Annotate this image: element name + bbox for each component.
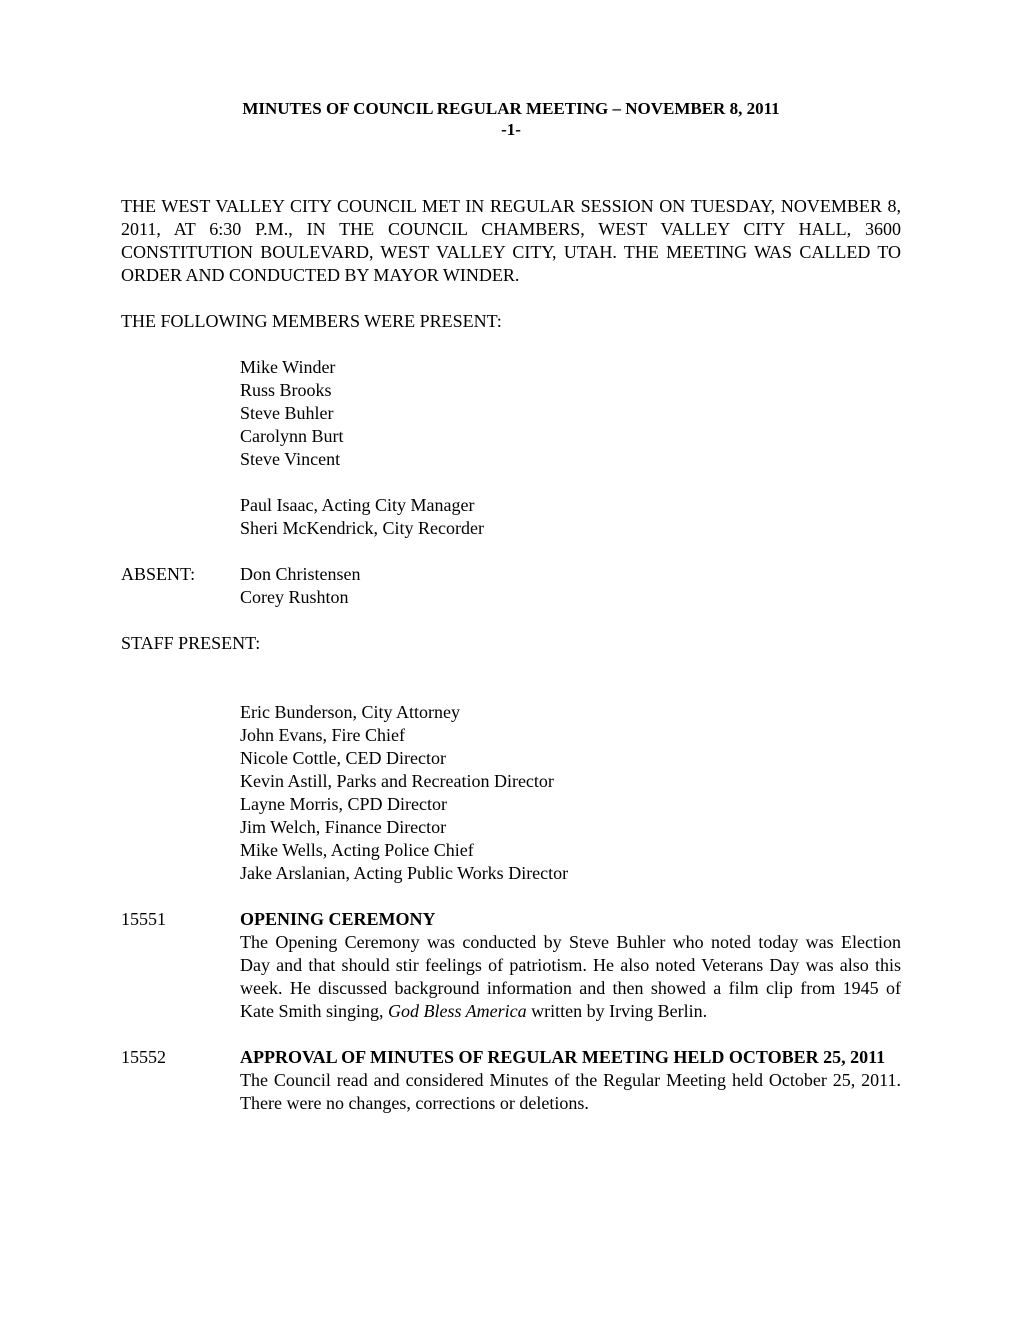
staff-member: Jake Arslanian, Acting Public Works Director xyxy=(240,863,569,883)
agenda-item xyxy=(121,1046,901,1115)
song-title: God Bless America xyxy=(388,1001,527,1021)
staff-member: Eric Bunderson, City Attorney xyxy=(240,702,460,722)
member-name: Russ Brooks xyxy=(240,380,332,400)
document-title: MINUTES OF COUNCIL REGULAR MEETING – NOVEMBER 8, 2011 xyxy=(242,99,780,118)
staff-member: Nicole Cottle, CED Director xyxy=(240,748,446,768)
member-name: Carolynn Burt xyxy=(240,426,344,446)
official-name: Sheri McKendrick, City Recorder xyxy=(240,518,484,538)
absent-list xyxy=(240,563,901,609)
absent-name: Corey Rushton xyxy=(240,587,349,607)
agenda-item xyxy=(121,908,901,1023)
member-name: Steve Vincent xyxy=(240,449,341,469)
item-content xyxy=(240,908,901,1023)
officials-list xyxy=(240,494,901,540)
intro-paragraph: THE WEST VALLEY CITY COUNCIL MET IN REGULAR SESSION ON TUESDAY, NOVEMBER 8, 2011, AT 6:30 P.M., IN THE COUNCIL CHAMBERS, WEST VALLEY CITY HALL, 3600 CONSTITUTION BOULEVARD, WEST VALLEY CITY, UTAH. THE MEETING WAS CALLED TO ORDER AND CONDUCTED BY MAYOR WINDER. xyxy=(121,196,901,285)
official-name: Paul Isaac, Acting City Manager xyxy=(240,495,475,515)
staff-member: John Evans, Fire Chief xyxy=(240,725,405,745)
staff-member: Jim Welch, Finance Director xyxy=(240,817,447,837)
absent-name: Don Christensen xyxy=(240,564,361,584)
absent-section xyxy=(121,563,901,609)
present-heading: THE FOLLOWING MEMBERS WERE PRESENT: xyxy=(121,311,502,331)
item-body-text: The Opening Ceremony was conducted by Steve Buhler who noted today was Election Day and that should stir feelings of patriotism. He also noted Veterans Day was also this week. He discussed background information and then showed a film clip from 1945 of Kate Smith singing, xyxy=(240,932,901,1021)
absent-label: ABSENT: xyxy=(121,564,196,584)
members-list xyxy=(240,356,901,471)
item-body-text: written by Irving Berlin. xyxy=(526,1001,708,1021)
member-name: Steve Buhler xyxy=(240,403,334,423)
staff-member: Mike Wells, Acting Police Chief xyxy=(240,840,474,860)
item-number: 15551 xyxy=(121,909,166,929)
member-name: Mike Winder xyxy=(240,357,336,377)
staff-heading: STAFF PRESENT: xyxy=(121,633,261,653)
item-title: OPENING CEREMONY xyxy=(240,909,436,929)
item-title: APPROVAL OF MINUTES OF REGULAR MEETING HELD OCTOBER 25, 2011 xyxy=(240,1047,886,1067)
staff-member: Kevin Astill, Parks and Recreation Director xyxy=(240,771,554,791)
item-body: The Council read and considered Minutes of the Regular Meeting held October 25, 2011. There were no changes, corrections or deletions. xyxy=(240,1070,901,1113)
item-number: 15552 xyxy=(121,1047,166,1067)
item-content xyxy=(240,1046,901,1115)
staff-member: Layne Morris, CPD Director xyxy=(240,794,447,814)
document-page xyxy=(121,98,901,1115)
staff-list xyxy=(240,701,901,885)
document-header xyxy=(121,98,901,140)
page-number: -1- xyxy=(501,120,521,139)
item-body xyxy=(240,931,901,1023)
